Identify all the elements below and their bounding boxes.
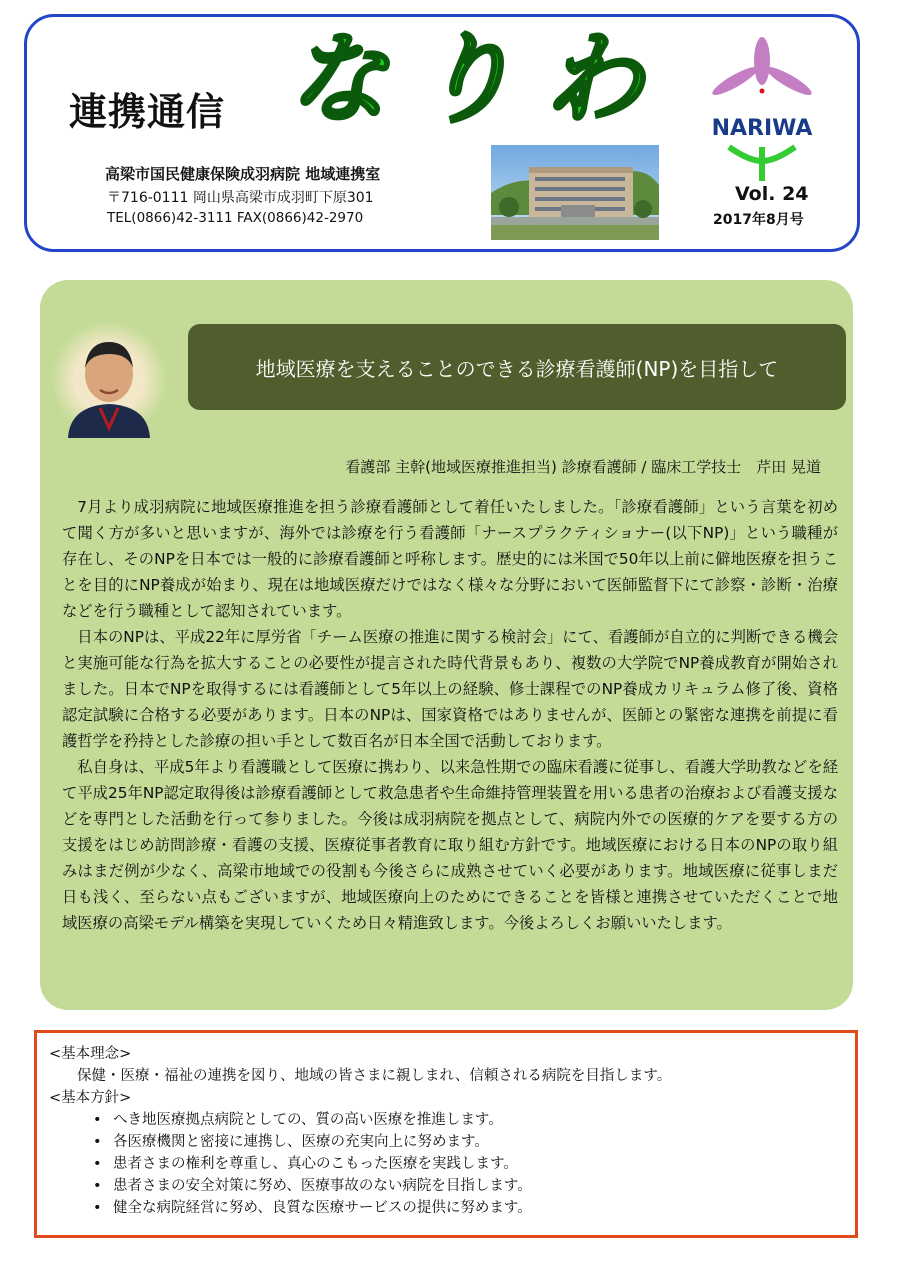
- article-paragraph: 日本のNPは、平成22年に厚労省「チーム医療の推進に関する検討会」にて、看護師が自立的に判断できる機会と実施可能な行為を拡大することの必要性が提言された時代背景もあり、複数の大学院でNP養成教育が開始されました。日本でNPを取得するには看護師として5年以上の経験、修士課程でのNP養成カリキュラム修了後、資格認定試験に合格する必要があります。日本のNPは、国家資格ではありませんが、医師との緊密な連携を前提に看護哲学を矜持とした診療の担い手として数百名が日本全国で活動しております。: [62, 628, 838, 750]
- volume-number: Vol. 24: [735, 183, 809, 205]
- hospital-policy-box: [34, 1030, 858, 1238]
- principle-item: • 患者さまの安全対策に努め、医療事故のない病院を目指します。: [87, 1175, 843, 1197]
- newsletter-title: 連携通信: [69, 90, 226, 134]
- organization-name: 高梁市国民健康保険成羽病院 地域連携室: [105, 165, 381, 183]
- nariwa-flower-emblem: [699, 35, 825, 185]
- principle-item: • 患者さまの権利を尊重し、真心のこもった医療を実践します。: [87, 1153, 843, 1175]
- organization-address: 〒716-0111 岡山県高梁市成羽町下原301: [107, 190, 374, 206]
- article-title: 地域医療を支えることのできる診療看護師(NP)を目指して: [255, 356, 779, 381]
- principle-item: • 健全な病院経営に努め、良質な医療サービスの提供に努めます。: [87, 1197, 843, 1219]
- principle-item: • 各医療機関と密接に連携し、医療の充実向上に努めます。: [87, 1131, 843, 1153]
- principle-item: • へき地医療拠点病院としての、質の高い医療を推進します。: [87, 1109, 843, 1131]
- philosophy-text: 保健・医療・福祉の連携を図り、地域の皆さまに親しまれ、信頼される病院を目指します。: [77, 1068, 672, 1084]
- article-body: [62, 494, 838, 936]
- organization-phone: TEL(0866)42-3111 FAX(0866)42-2970: [107, 210, 364, 226]
- principles-list: [49, 1109, 843, 1219]
- author-portrait: [50, 320, 168, 438]
- article-title-banner: [188, 324, 846, 410]
- emblem-text: NARIWA: [711, 116, 813, 141]
- issue-date: 2017年8月号: [713, 212, 804, 228]
- article-paragraph: 7月より成羽病院に地域医療推進を担う診療看護師として着任いたしました。「診療看護師」という言葉を初めて聞く方が多いと思いますが、海外では診療を行う看護師「ナースプラクティショナー(以下NP)」という職種が存在し、そのNPを日本では一般的に診療看護師と呼称します。歴史的には米国で50年以上前に僻地医療を担うことを目的にNP養成が始まり、現在は地域医療だけではなく様々な分野において医師監督下にて診察・診断・治療などを行う職種として認知されています。: [62, 498, 838, 620]
- principles-heading: <基本方針>: [49, 1090, 132, 1106]
- philosophy-heading: <基本理念>: [49, 1046, 132, 1062]
- article-paragraph: 私自身は、平成5年より看護職として医療に携わり、以来急性期での臨床看護に従事し、看護大学助教などを経て平成25年NP認定取得後は診療看護師として救急患者や生命維持管理装置を用いる患者の治療および看護支援などを専門とした活動を行って参りました。今後は成羽病院を拠点として、病院内外での医療的ケアを要する方の支援をはじめ訪問診療・看護の支援、医療従事者教育に取り組む方針です。地域医療における日本のNPの取り組みはまだ例が少なく、高梁市地域での役割も今後さらに成熟させていく必要があります。地域医療に従事しまだ日も浅く、至らない点もございますが、地域医療向上のためにできることを皆様と連携させていただくことで地域医療の高梁モデル構築を実現していくため日々精進致します。今後よろしくお願いいたします。: [62, 758, 838, 932]
- hospital-building-photo: [491, 145, 659, 240]
- nariwa-logo-text: なりわ: [289, 22, 674, 137]
- newsletter-header: [24, 14, 860, 252]
- article-panel: [40, 280, 853, 1010]
- article-author: 看護部 主幹(地域医療推進担当) 診療看護師 / 臨床工学技士 芹田 晃道: [345, 458, 821, 476]
